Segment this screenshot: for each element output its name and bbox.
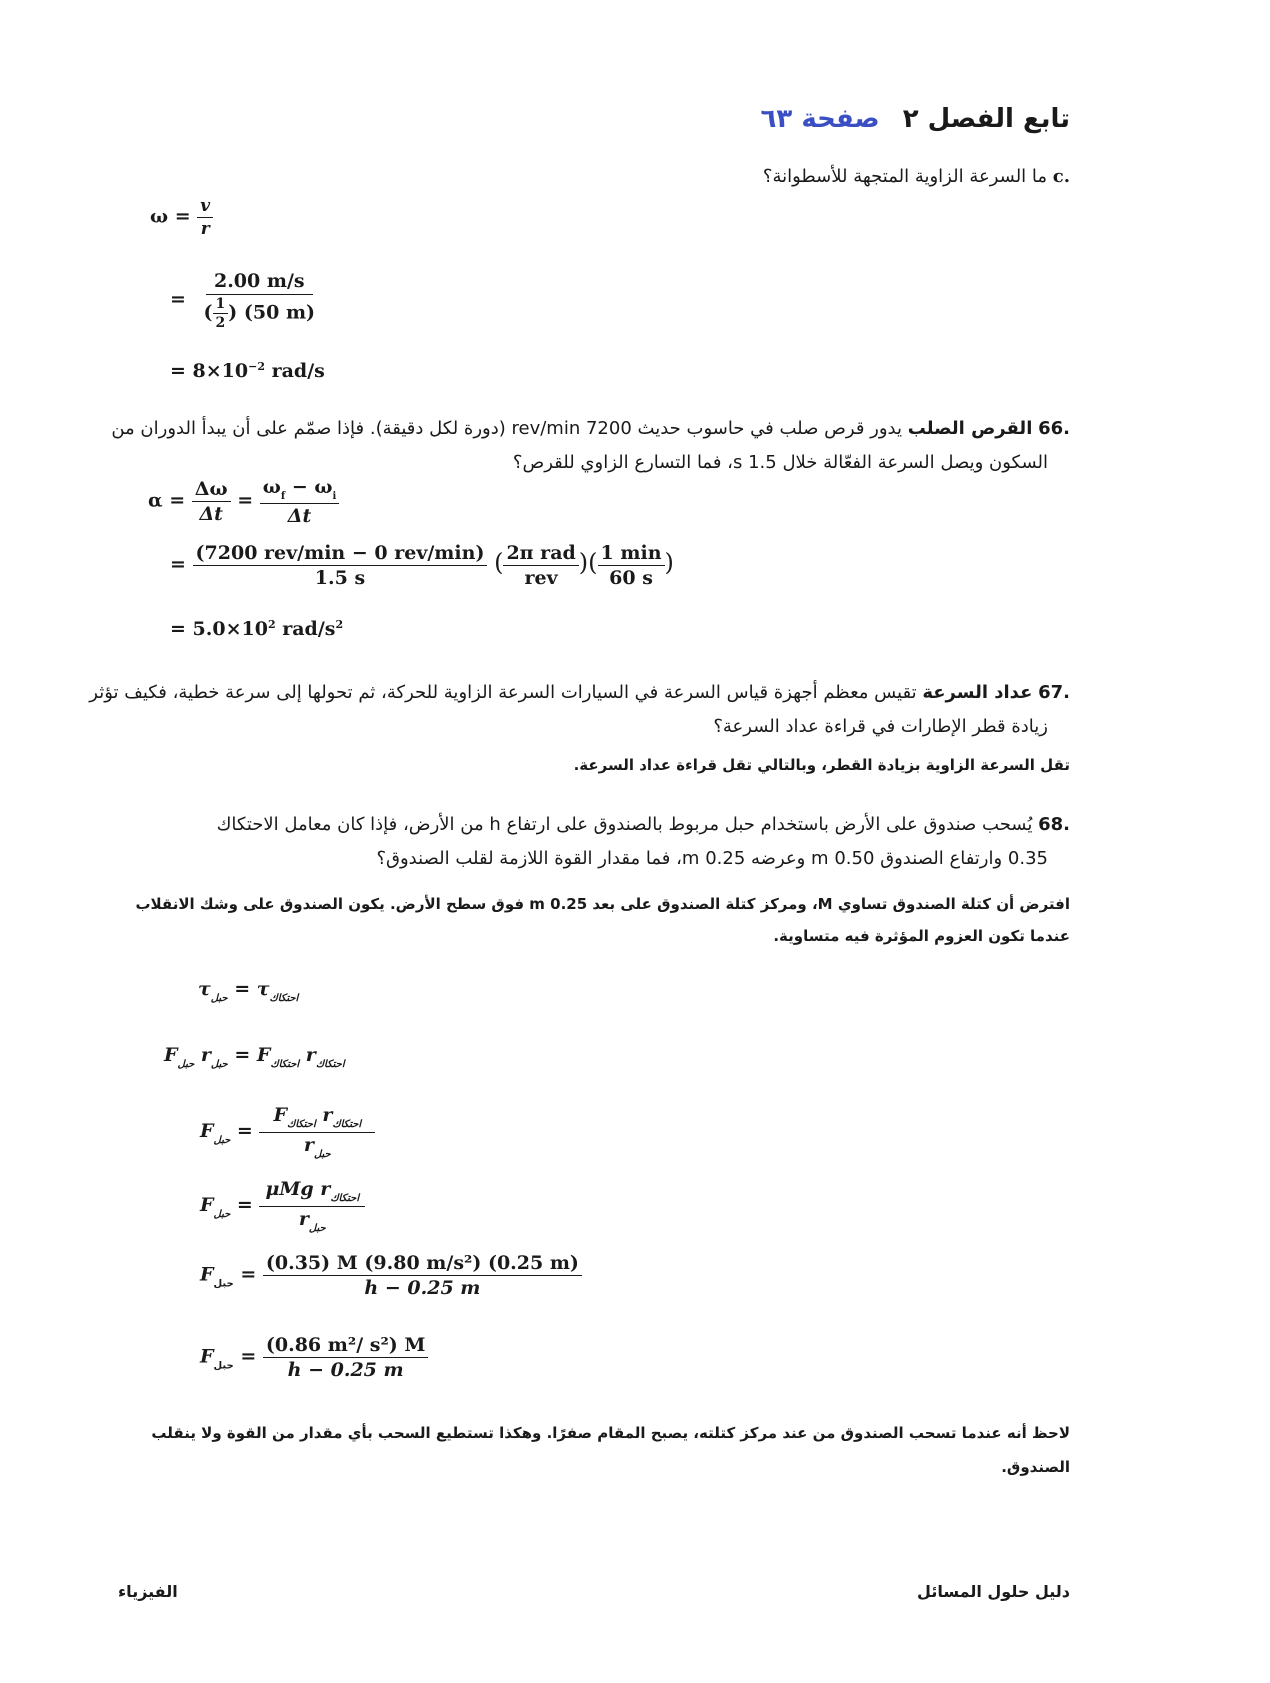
- force-symbol: F: [273, 1104, 287, 1126]
- final-subscript: f: [280, 491, 286, 502]
- rope-subscript: حبل: [210, 993, 228, 1004]
- equals-sign: =: [236, 1194, 253, 1216]
- fraction-numerator: (7200 rev/min − 0 rev/min): [193, 542, 488, 566]
- fraction-denominator: Δt: [287, 505, 312, 527]
- fraction-denominator: rev: [524, 567, 558, 589]
- q68-eq1: [198, 978, 298, 1004]
- result-unit: rad/s: [265, 360, 325, 382]
- rope-subscript: حبل: [308, 1223, 326, 1234]
- q68-answer-line1: افترض أن كتلة الصندوق تساوي M، ومركز كتلة الصندوق على بعد 0.25 m فوق سطح الأرض. يكون الصندوق على وشك الانقلاب: [135, 895, 1070, 913]
- radius-value: (50 m): [243, 301, 316, 324]
- q68-line1: [115, 808, 1070, 842]
- fraction-numerator: 2.00 m/s: [206, 270, 313, 295]
- friction-subscript: احتكاك: [315, 1059, 345, 1070]
- part-c-text: ما السرعة الزاوية المتجهة للأسطوانة؟: [762, 166, 1048, 187]
- q68-number: 68.: [1038, 814, 1070, 835]
- torque-ratio-fraction: [259, 1104, 375, 1160]
- half-denominator: 2: [215, 315, 226, 331]
- force-symbol: F: [200, 1263, 214, 1286]
- part-c-eq1: [150, 196, 213, 239]
- minutes-per-second: [598, 542, 665, 589]
- friction-subscript: احتكاك: [330, 1193, 360, 1204]
- friction-subscript: احتكاك: [286, 1119, 316, 1130]
- q66-eq2: = $\frac{\text{(7200 rev/min − 0 rev/min)}}{1.5 s}$ ( $\frac{\text{2π rad}}{\text{rev}}$ )( $\frac{1 \min}{60 s}$ ): [170, 542, 674, 589]
- fraction-numerator: 1 min: [598, 542, 665, 566]
- omega-initial: − ω: [285, 476, 333, 498]
- omega-difference-fraction: [260, 476, 339, 527]
- force-symbol: F: [200, 1194, 214, 1216]
- fraction-denominator: 1.5 s: [314, 567, 366, 589]
- q68-eq5: [200, 1252, 582, 1299]
- fraction-numerator: 2π rad: [503, 542, 578, 566]
- friction-subscript: احتكاك: [269, 993, 299, 1004]
- rate-fraction: [193, 542, 488, 589]
- q68-eq3: [200, 1104, 375, 1160]
- radius-symbol: r: [200, 1044, 211, 1066]
- result-unit: rad/s: [275, 618, 336, 640]
- q67-body: تقيس معظم أجهزة قياس السرعة في السيارات السرعة الزاوية للحركة، ثم تحولها إلى سرعة خطية، فكيف تؤثر: [89, 682, 917, 703]
- fraction-numerator: Δω: [192, 478, 231, 502]
- radius-symbol: r: [298, 1208, 309, 1230]
- q67-line1: [89, 676, 1070, 710]
- friction-subscript: احتكاك: [332, 1119, 362, 1130]
- q66-title: القرص الصلب: [907, 418, 1033, 439]
- result-value: = 5.0×10: [170, 618, 268, 640]
- footer-guide-title: دليل حلول المسائل: [917, 1582, 1070, 1601]
- q68-eq6: [200, 1334, 428, 1381]
- force-symbol: F: [256, 1044, 271, 1066]
- q67-answer: تقل السرعة الزاوية بزيادة القطر، وبالتالي تقل قراءة عداد السرعة.: [573, 756, 1070, 774]
- q66-number: 66.: [1038, 418, 1070, 439]
- equals-sign: =: [237, 489, 254, 512]
- q67-line2: زيادة قطر الإطارات في قراءة عداد السرعة؟: [713, 716, 1048, 737]
- q68-answer: [115, 888, 1070, 952]
- q66-text: [111, 412, 1070, 480]
- q68-line2: 0.35 وارتفاع الصندوق 0.50 m وعرضه 0.25 m، فما مقدار القوة اللازمة لقلب الصندوق؟: [376, 848, 1048, 869]
- fraction-numerator: [259, 1104, 375, 1133]
- result-value: = 8×10: [170, 360, 249, 382]
- fraction-denominator: h − 0.25 m: [364, 1277, 481, 1299]
- fraction-numerator: (0.35) M (9.80 m/s²) (0.25 m): [263, 1252, 582, 1276]
- rope-subscript: حبل: [213, 1278, 234, 1290]
- q68-note-line1: لاحظ أنه عندما تسحب الصندوق من عند مركز كتلته، يصبح المقام صفرًا. وهكذا تستطيع السحب بأي مقدار من القوة ولا ينقلب: [151, 1424, 1070, 1442]
- q66-eq3: [170, 618, 343, 640]
- q66-eq1: [148, 476, 339, 527]
- chapter-title: تابع الفصل ٢: [902, 104, 1070, 134]
- q68-eq4: [200, 1178, 365, 1234]
- force-symbol: F: [200, 1120, 214, 1142]
- part-c-letter: c.: [1052, 166, 1070, 187]
- result-exponent: 2: [267, 618, 276, 631]
- final-force-fraction: [263, 1334, 429, 1381]
- friction-torque-fraction: [259, 1178, 365, 1234]
- initial-subscript: i: [332, 491, 337, 502]
- part-c-question: [763, 160, 1070, 194]
- part-c-eq3: [170, 360, 325, 382]
- rope-subscript: حبل: [213, 1135, 231, 1146]
- rope-subscript: حبل: [313, 1149, 331, 1160]
- unit-exponent: 2: [335, 618, 344, 631]
- fraction-numerator: [259, 1178, 365, 1207]
- radius-symbol: r: [305, 1044, 316, 1066]
- omega-symbol: ω =: [150, 205, 191, 228]
- fraction-denominator: [296, 1207, 329, 1234]
- q68-note-line2: الصندوق.: [1001, 1458, 1070, 1476]
- page-number: صفحة ٦٣: [760, 104, 880, 134]
- q66-line1: [111, 412, 1070, 446]
- radius-symbol: r: [303, 1134, 314, 1156]
- rope-subscript: حبل: [177, 1059, 195, 1070]
- part-c-eq2: [170, 270, 318, 331]
- q66-line2: السكون ويصل السرعة الفعّالة خلال 1.5 s، فما التسارع الزاوي للقرص؟: [512, 452, 1048, 473]
- rope-subscript: حبل: [210, 1059, 228, 1070]
- fraction-numerator: [260, 476, 339, 504]
- equals-sign: =: [234, 1044, 251, 1066]
- page-header: [761, 104, 1070, 134]
- equals-sign: =: [234, 978, 251, 1000]
- mu-m-g-r: μMg r: [265, 1178, 331, 1200]
- delta-omega-over-delta-t: [192, 478, 231, 525]
- equals-sign: =: [170, 288, 186, 311]
- fraction-denominator: r: [200, 219, 210, 239]
- v-over-r: [197, 196, 213, 239]
- friction-subscript: احتكاك: [270, 1059, 300, 1070]
- q68-note: [115, 1416, 1070, 1484]
- fraction-numerator: (0.86 m²/ s²) M: [263, 1334, 429, 1358]
- q67-number: 67.: [1038, 682, 1070, 703]
- q68-answer-line2: عندما تكون العزوم المؤثرة فيه متساوية.: [773, 927, 1070, 945]
- rope-subscript: حبل: [213, 1209, 231, 1220]
- equals-sign: =: [170, 553, 186, 576]
- fraction-denominator: 60 s: [609, 567, 653, 589]
- fraction-denominator: ( $\frac{1}{2}$ ) (50 m): [203, 296, 316, 331]
- half-numerator: 1: [213, 296, 229, 314]
- fraction-denominator: [301, 1133, 334, 1160]
- numeric-force-fraction: [263, 1252, 582, 1299]
- q68-body: يُسحب صندوق على الأرض باستخدام حبل مربوط بالصندوق على ارتفاع h من الأرض، فإذا كان معامل الاحتكاك: [216, 814, 1033, 835]
- footer-subject: الفيزياء: [118, 1582, 178, 1601]
- alpha-symbol: α =: [148, 489, 186, 512]
- force-symbol: F: [200, 1345, 214, 1368]
- equals-sign: =: [236, 1120, 253, 1142]
- radius-symbol: r: [322, 1104, 333, 1126]
- speed-over-radius: [201, 270, 319, 331]
- radians-per-rev: [503, 542, 578, 589]
- omega-final: ω: [262, 476, 281, 498]
- rope-subscript: حبل: [213, 1360, 234, 1372]
- fraction-denominator: h − 0.25 m: [287, 1359, 404, 1381]
- fraction-denominator: Δt: [199, 503, 223, 525]
- equals-sign: =: [240, 1345, 257, 1368]
- q68-eq2: [164, 1044, 345, 1070]
- q68-text: [115, 808, 1070, 876]
- equals-sign: =: [240, 1263, 257, 1286]
- q67-text: [89, 676, 1070, 744]
- result-exponent: −2: [248, 360, 265, 373]
- tau-symbol: τ: [198, 978, 211, 1000]
- fraction-numerator: v: [197, 196, 213, 218]
- q67-title: عداد السرعة: [922, 682, 1033, 703]
- q66-body: يدور قرص صلب في حاسوب حديث 7200 rev/min (دورة لكل دقيقة). فإذا صمّم على أن يبدأ الدوران من: [111, 418, 902, 439]
- tau-symbol: τ: [256, 978, 270, 1000]
- force-symbol: F: [164, 1044, 178, 1066]
